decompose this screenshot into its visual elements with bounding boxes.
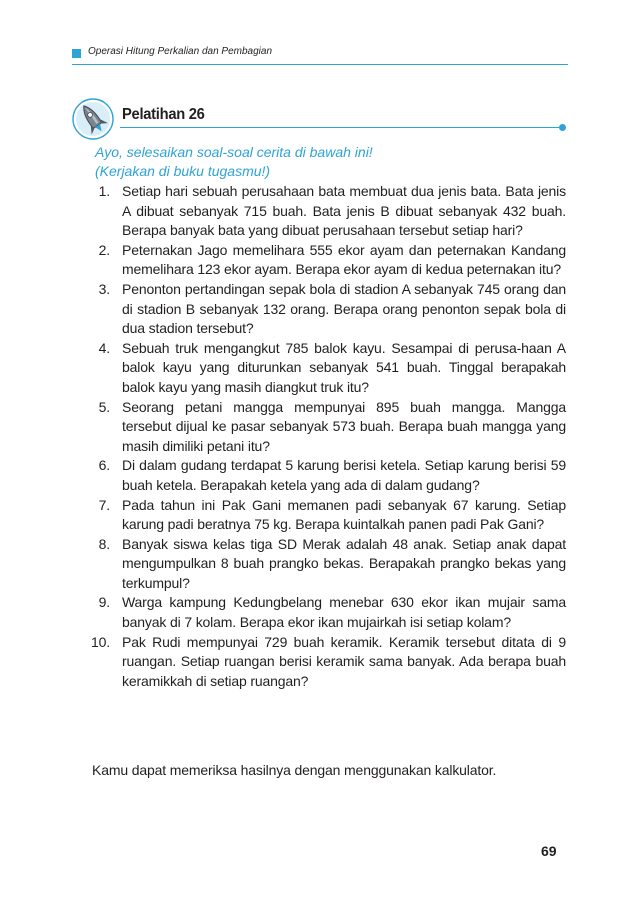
- problem-text: Peternakan Jago memelihara 555 ekor ayam dan peternakan Kandang memelihara 123 ekor ayam. Berapa ekor ayam di kedua peternakan itu?: [122, 241, 566, 278]
- problem-number: 4.: [98, 339, 110, 356]
- problem-text: Pak Rudi mempunyai 729 buah keramik. Keramik tersebut ditata di 9 ruangan. Setiap ruangan berisi keramik sama banyak. Ada berapa buah keramikkah di setiap ruangan?: [122, 633, 566, 689]
- instructions: [95, 143, 535, 181]
- problem-number: 7.: [98, 496, 110, 513]
- rocket-icon: [72, 98, 114, 140]
- problem-text: Di dalam gudang terdapat 5 karung berisi ketela. Setiap karung berisi 59 buah ketela. Berapakah ketela yang ada di dalam gudang?: [122, 457, 566, 493]
- section-divider: [120, 127, 562, 128]
- header-divider: [72, 64, 568, 65]
- problem-item: [88, 182, 566, 241]
- problem-text: Banyak siswa kelas tiga SD Merak adalah 48 anak. Setiap anak dapat mengumpulkan 8 buah prangko bekas. Berapakah prangko bekas yang terkumpul?: [122, 535, 566, 591]
- problem-text: Penonton pertandingan sepak bola di stadion A sebanyak 745 orang dan di stadion B sebanyak 132 orang. Berapa orang penonton sepak bola di dua stadion tersebut?: [122, 280, 566, 337]
- problem-text: Setiap hari sebuah perusahaan bata membuat dua jenis bata. Bata jenis A dibuat sebanyak 715 buah. Bata jenis B dibuat sebanyak 432 buah. Berapa banyak bata yang dibuat perusahaan tersebut setiap hari?: [122, 183, 566, 239]
- problem-item: [88, 496, 566, 535]
- problem-text: Sebuah truk mengangkut 785 balok kayu. Sesampai di perusa-haan A balok kayu yang diturunkan sebanyak 541 buah. Tinggal berapakah balok kayu yang masih diangkut truk itu?: [122, 339, 566, 395]
- problem-item: [88, 535, 566, 594]
- problem-item: [88, 280, 566, 339]
- problem-item: [88, 339, 566, 398]
- section-heading: [72, 98, 568, 142]
- chapter-title: Operasi Hitung Perkalian dan Pembagian: [88, 46, 272, 57]
- instruction-line: Ayo, selesaikan soal-soal cerita di bawah ini!: [95, 144, 373, 160]
- section-title: Pelatihan 26: [122, 106, 205, 123]
- problem-number: 9.: [98, 594, 110, 611]
- problem-item: [88, 398, 566, 457]
- problem-item: [88, 456, 566, 495]
- problem-text: Seorang petani mangga mempunyai 895 buah mangga. Mangga tersebut dijual ke pasar sebanyak 573 buah. Berapa buah mangga yang masih dimiliki petani itu?: [122, 398, 566, 454]
- header-square-marker: [72, 49, 81, 58]
- problem-text: Pada tahun ini Pak Gani memanen padi sebanyak 67 karung. Setiap karung padi beratnya 75 kg. Berapa kuintalkah panen padi Pak Gani?: [122, 496, 566, 533]
- problem-number: 10.: [90, 633, 110, 650]
- running-header: [72, 44, 568, 66]
- problem-number: 8.: [98, 535, 110, 552]
- problem-number: 6.: [98, 457, 110, 474]
- problem-number: 3.: [98, 280, 110, 297]
- instruction-line: (Kerjakan di buku tugasmu!): [95, 163, 271, 179]
- problem-number: 5.: [98, 398, 110, 415]
- section-divider-dot: [559, 124, 566, 131]
- problem-number: 1.: [98, 183, 110, 199]
- problem-text: Warga kampung Kedungbelang menebar 630 ekor ikan mujair sama banyak di 7 kolam. Berapa ekor ikan mujairkah isi setiap kolam?: [122, 594, 566, 631]
- closing-note: Kamu dapat memeriksa hasilnya dengan menggunakan kalkulator.: [92, 762, 497, 778]
- problem-number: 2.: [98, 241, 110, 258]
- problem-item: [88, 241, 566, 280]
- problem-item: [88, 633, 566, 692]
- page-number: 69: [541, 843, 557, 859]
- problem-list: [88, 182, 566, 691]
- problem-item: [88, 593, 566, 632]
